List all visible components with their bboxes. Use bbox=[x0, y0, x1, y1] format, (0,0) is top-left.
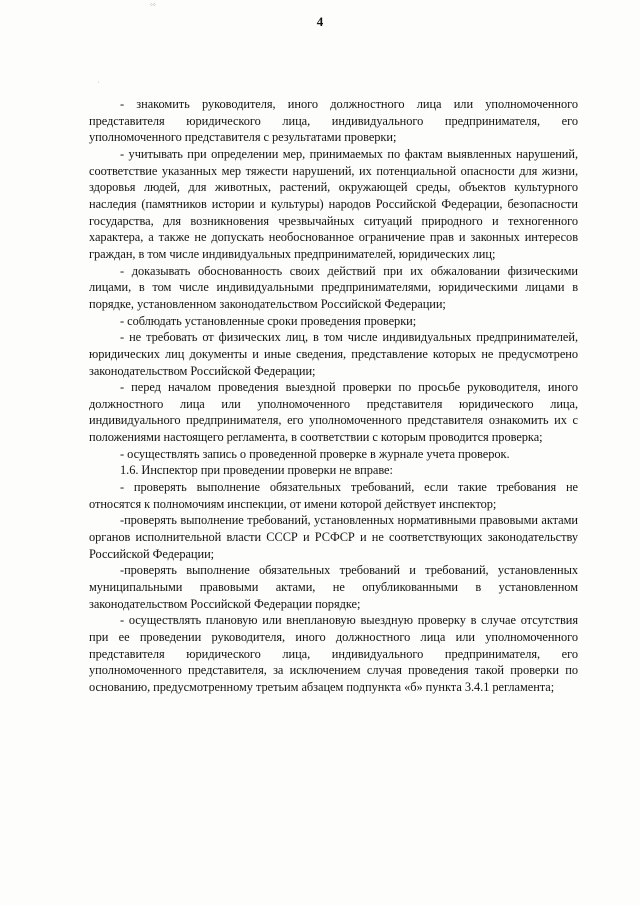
paragraph: - знакомить руководителя, иного должностного лица или уполномоченного представителя юридического лица, индивидуального предпринимателя, его уполномоченного представителя с результатами проверки; bbox=[89, 97, 578, 145]
paragraph: -проверять выполнение обязательных требований и требований, установленных муниципальными правовыми актами, не опубликованными в установленном законодательством Российской Федерации порядке; bbox=[89, 563, 578, 611]
paragraph: - учитывать при определении мер, принимаемых по фактам выявленных нарушений, соответствие указанных мер тяжести нарушений, их потенциальной опасности для жизни, здоровья людей, для животных, растений, окружающей среды, объектов культурного наследия (памятников истории и культуры) народов Российской Федерации, безопасности государства, для возникновения чрезвычайных ситуаций природного и техногенного характера, а также не допускать необоснованное ограничение прав и законных интересов граждан, в том числе индивидуальных предпринимателей, юридических лиц; bbox=[89, 146, 578, 261]
paragraph: - осуществлять плановую или внеплановую выездную проверку в случае отсутствия при ее проведении руководителя, иного должностного лица или уполномоченного представителя юридического лица, индивидуального предпринимателя, его уполномоченного представителя, за исключением случая проведения такой проверки по основанию, предусмотренному третьим абзацем подпункта «б» пункта 3.4.1 регламента; bbox=[89, 613, 578, 694]
paragraph: - доказывать обоснованность своих действий при их обжаловании физическими лицами, в том числе индивидуальными предпринимателями, юридическими лицами в порядке, установленном законодательством Российской Федерации; bbox=[89, 263, 578, 311]
section-heading: 1.6. Инспектор при проведении проверки не вправе: bbox=[120, 463, 393, 478]
document-body bbox=[89, 96, 578, 696]
page-number: 4 bbox=[316, 14, 324, 29]
scan-dot: ˙ bbox=[97, 80, 100, 89]
paragraph: -проверять выполнение требований, установленных нормативными правовыми актами органов исполнительной власти СССР и РСФСР и не соответствующих законодательству Российской Федерации; bbox=[89, 513, 578, 561]
scan-artifact: ◦◦ bbox=[150, 0, 156, 9]
paragraph: - соблюдать установленные сроки проведения проверки; bbox=[120, 313, 417, 328]
paragraph: - не требовать от физических лиц, в том числе индивидуальных предпринимателей, юридических лиц документы и иные сведения, представление которых не предусмотрено законодательством Российской Федерации; bbox=[89, 330, 578, 378]
paragraph: - осуществлять запись о проведенной проверке в журнале учета проверок. bbox=[120, 446, 510, 461]
paragraph: - проверять выполнение обязательных требований, если такие требования не относятся к полномочиям инспекции, от имени которой действует инспектор; bbox=[89, 480, 578, 511]
paragraph: - перед началом проведения выездной проверки по просьбе руководителя, иного должностного лица или уполномоченного представителя юридического лица, индивидуального предпринимателя, его уполномоченного представителя ознакомить их с положениями настоящего регламента, в соответствии с которым проводится проверка; bbox=[89, 380, 578, 445]
